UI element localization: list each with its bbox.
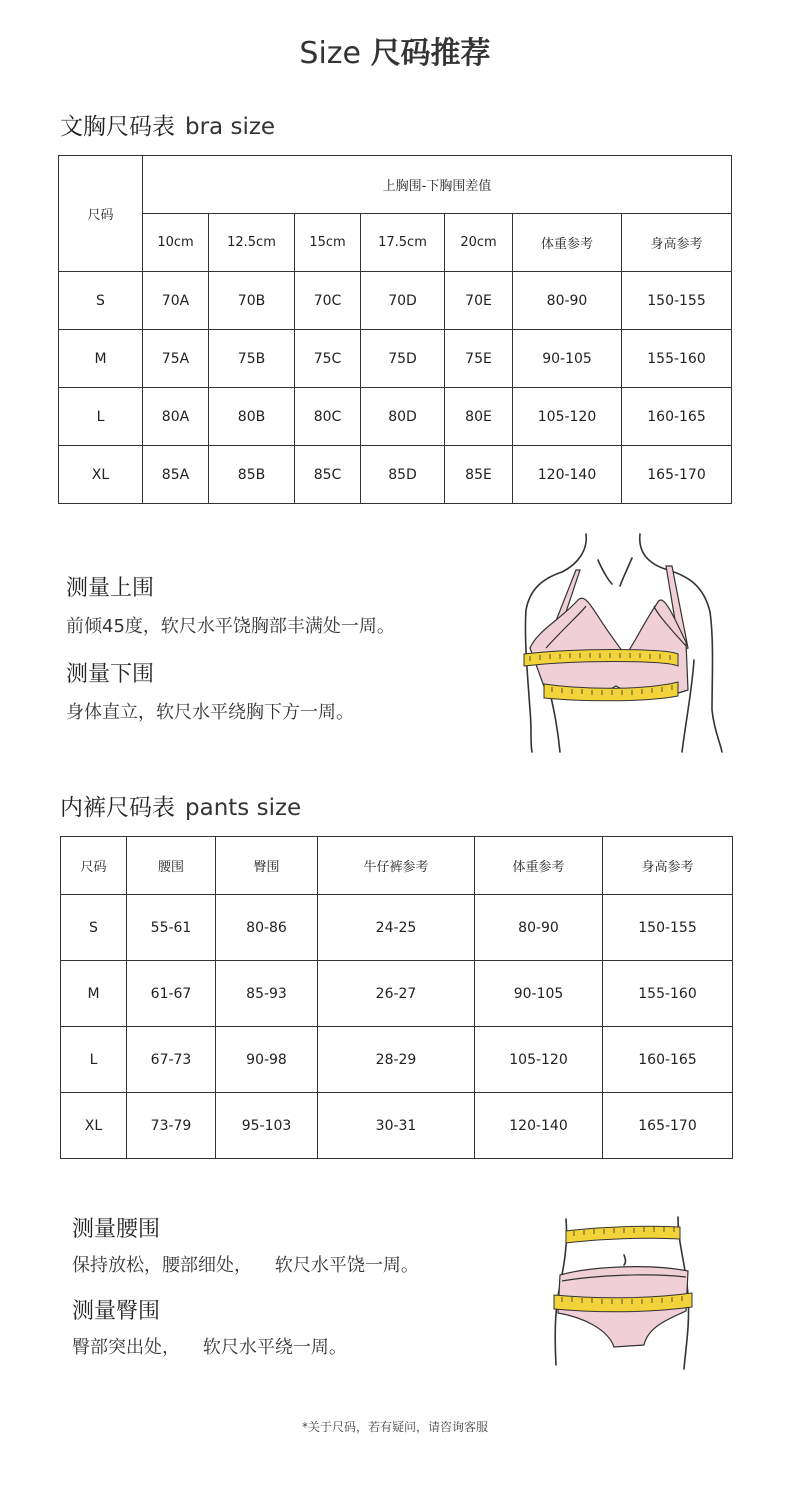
table-cell: 165-170	[622, 446, 732, 504]
table-cell: 75A	[143, 330, 209, 388]
table-cell: L	[59, 388, 143, 446]
measuring-tape-waist	[566, 1226, 680, 1243]
bra-measure-instructions	[66, 574, 395, 728]
table-cell: 61-67	[127, 961, 216, 1027]
table-cell: 73-79	[127, 1093, 216, 1159]
table-cell: 105-120	[475, 1027, 603, 1093]
table-cell: S	[59, 272, 143, 330]
neck-line-left	[562, 534, 586, 572]
table-cell: 85A	[143, 446, 209, 504]
bra-height-header: 身高参考	[622, 214, 732, 272]
under-bust-title: 测量下围	[66, 662, 155, 687]
pants-measure-illustration	[548, 1215, 708, 1375]
table-cell: 85-93	[216, 961, 318, 1027]
bra-size-header: 尺码	[59, 156, 143, 272]
waist-desc: 保持放松，腰部细处， 软尺水平饶一周。	[72, 1255, 419, 1276]
navel	[624, 1255, 626, 1265]
table-cell: 90-98	[216, 1027, 318, 1093]
table-cell: 85C	[295, 446, 361, 504]
pants-measure-instructions	[72, 1215, 419, 1363]
table-cell: 80-86	[216, 895, 318, 961]
table-cell: 80A	[143, 388, 209, 446]
hip-title: 测量臀围	[72, 1299, 161, 1324]
table-cell: XL	[59, 446, 143, 504]
table-cell: 75D	[361, 330, 445, 388]
bra-diff-col: 10cm	[143, 214, 209, 272]
under-bust-desc: 身体直立，软尺水平绕胸下方一周。	[66, 702, 354, 723]
table-cell: 75C	[295, 330, 361, 388]
hip-desc: 臀部突出处， 软尺水平绕一周。	[72, 1337, 347, 1358]
bra-title-zh: 文胸尺码表	[60, 114, 175, 140]
upper-bust-desc: 前倾45度，软尺水平饶胸部丰满处一周。	[66, 616, 395, 637]
bra-diff-col: 20cm	[445, 214, 513, 272]
pants-header: 尺码	[61, 837, 127, 895]
bra-diff-col: 12.5cm	[209, 214, 295, 272]
pants-header: 腰围	[127, 837, 216, 895]
bra-size-table	[58, 155, 732, 504]
table-cell: 80E	[445, 388, 513, 446]
bra-section-title	[60, 108, 275, 141]
table-cell: 85B	[209, 446, 295, 504]
footnote: *关于尺码，若有疑问，请咨询客服	[301, 1420, 488, 1434]
bra-diff-col: 17.5cm	[361, 214, 445, 272]
table-cell: 160-165	[622, 388, 732, 446]
table-cell: 70D	[361, 272, 445, 330]
table-cell: S	[61, 895, 127, 961]
table-cell: 85D	[361, 446, 445, 504]
table-cell: 24-25	[318, 895, 475, 961]
waist-title: 测量腰围	[72, 1217, 161, 1242]
table-cell: 75E	[445, 330, 513, 388]
page-title-en: Size	[299, 36, 362, 71]
table-cell: 95-103	[216, 1093, 318, 1159]
pants-title-zh: 内裤尺码表	[60, 795, 175, 821]
table-cell: 150-155	[622, 272, 732, 330]
table-cell: 150-155	[603, 895, 733, 961]
table-cell: 55-61	[127, 895, 216, 961]
table-cell: 70B	[209, 272, 295, 330]
table-cell: XL	[61, 1093, 127, 1159]
table-cell: 70C	[295, 272, 361, 330]
pants-title-en: pants size	[185, 795, 302, 821]
table-cell: 30-31	[318, 1093, 475, 1159]
table-cell: 155-160	[622, 330, 732, 388]
table-cell: 70A	[143, 272, 209, 330]
collarbone	[598, 558, 632, 586]
table-row	[61, 1027, 733, 1093]
pants-header: 臀围	[216, 837, 318, 895]
bra-diff-col: 15cm	[295, 214, 361, 272]
page-title	[0, 28, 790, 72]
pants-header: 牛仔裤参考	[318, 837, 475, 895]
table-row	[59, 446, 732, 504]
table-cell: 105-120	[513, 388, 622, 446]
table-cell: 120-140	[475, 1093, 603, 1159]
bra-weight-header: 体重参考	[513, 214, 622, 272]
table-cell: 70E	[445, 272, 513, 330]
table-cell: 75B	[209, 330, 295, 388]
table-row	[61, 895, 733, 961]
table-cell: 160-165	[603, 1027, 733, 1093]
pants-size-table	[60, 836, 733, 1159]
table-row	[59, 330, 732, 388]
table-cell: M	[61, 961, 127, 1027]
bra-title-en: bra size	[185, 114, 276, 140]
pants-section-title	[60, 789, 301, 822]
table-row	[59, 388, 732, 446]
table-cell: 80B	[209, 388, 295, 446]
table-row	[61, 961, 733, 1027]
page-title-zh: 尺码推荐	[370, 36, 491, 71]
table-cell: 155-160	[603, 961, 733, 1027]
bra-diff-header: 上胸围-下胸围差值	[143, 156, 732, 214]
pants-header: 身高参考	[603, 837, 733, 895]
table-cell: 28-29	[318, 1027, 475, 1093]
table-cell: 26-27	[318, 961, 475, 1027]
table-cell: 80D	[361, 388, 445, 446]
table-cell: M	[59, 330, 143, 388]
table-cell: 120-140	[513, 446, 622, 504]
table-cell: 90-105	[475, 961, 603, 1027]
bra-measure-illustration	[516, 530, 736, 755]
table-cell: 80-90	[513, 272, 622, 330]
table-row	[59, 272, 732, 330]
table-cell: 80C	[295, 388, 361, 446]
upper-bust-title: 测量上围	[66, 576, 155, 601]
table-row	[61, 1093, 733, 1159]
table-cell: 90-105	[513, 330, 622, 388]
table-cell: L	[61, 1027, 127, 1093]
table-cell: 165-170	[603, 1093, 733, 1159]
neck-line-right	[640, 534, 668, 570]
pants-header: 体重参考	[475, 837, 603, 895]
table-cell: 80-90	[475, 895, 603, 961]
table-cell: 85E	[445, 446, 513, 504]
bra-garment	[530, 566, 688, 696]
table-cell: 67-73	[127, 1027, 216, 1093]
